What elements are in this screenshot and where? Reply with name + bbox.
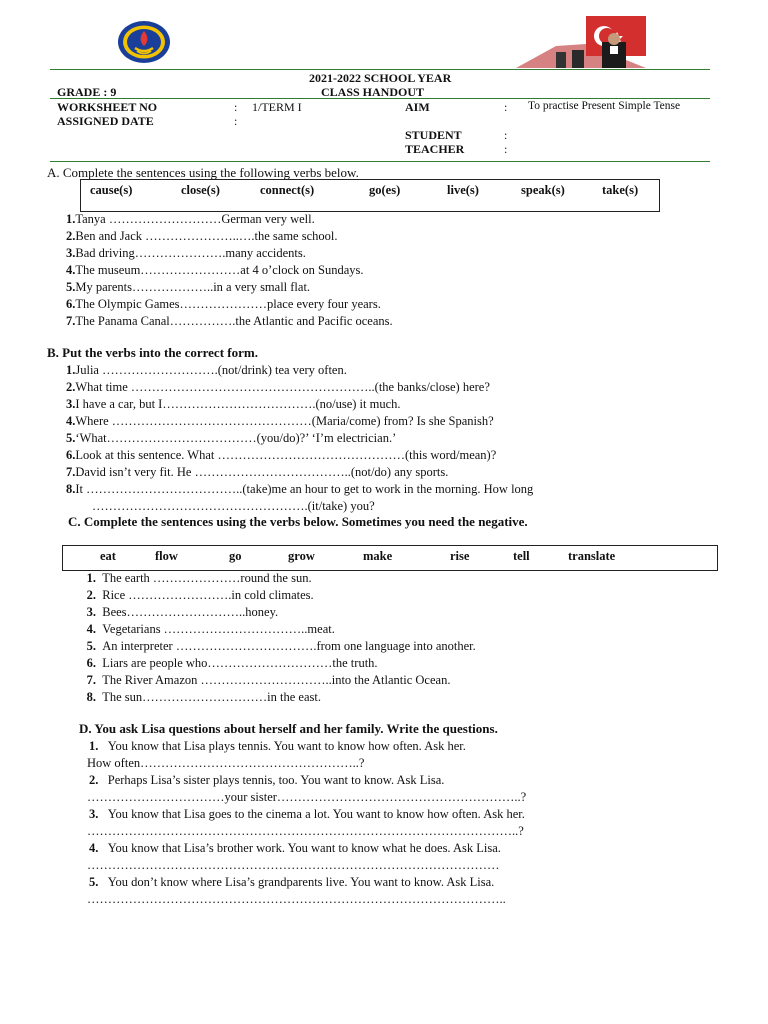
verb-word: make xyxy=(363,549,393,563)
list-item: 1. The earth …………………round the sun. xyxy=(86,571,312,585)
answer-line: How often……………………………………………..? xyxy=(87,756,365,770)
section-b-title: B. Put the verbs into the correct form. xyxy=(47,345,258,360)
list-item: 8.It ………………………………..(take)me an hour to get to work in the morning. How long xyxy=(66,482,534,496)
list-item: 3. You know that Lisa goes to the cinema a lot. You want to know how often. Ask her. xyxy=(89,807,525,821)
section-d-list xyxy=(87,738,526,908)
verb-word: rise xyxy=(450,549,470,563)
section-b-list xyxy=(66,362,533,515)
list-item: 2.What time …………………………………………………..(the banks/close) here? xyxy=(66,380,490,394)
worksheet-label: WORKSHEET NO xyxy=(57,100,158,114)
list-item: 2. Perhaps Lisa’s sister plays tennis, too. You want to know. Ask Lisa. xyxy=(89,773,445,787)
list-item: 4. You know that Lisa’s brother work. You want to know what he does. Ask Lisa. xyxy=(89,841,501,855)
list-item-continuation: …………………………………………….(it/take) you? xyxy=(92,499,375,513)
list-item: 3.Bad driving………………….many accidents. xyxy=(66,246,306,260)
list-item: 6.The Olympic Games…………………place every four years. xyxy=(66,297,381,311)
list-item: 5. An interpreter …………………………….from one language into another. xyxy=(86,639,476,653)
colon: : xyxy=(504,100,508,114)
school-year: 2021-2022 SCHOOL YEAR xyxy=(309,71,452,85)
list-item: 3.I have a car, but I……………………………….(no/use) it much. xyxy=(66,397,401,411)
colon: : xyxy=(504,142,508,156)
colon: : xyxy=(234,114,238,128)
colon: : xyxy=(504,128,508,142)
list-item: 5. You don’t know where Lisa’s grandparents live. You want to know. Ask Lisa. xyxy=(89,875,495,889)
list-item: 7.The Panama Canal…………….the Atlantic and Pacific oceans. xyxy=(66,314,393,328)
colon: : xyxy=(234,100,238,114)
list-item: 3. Bees………………………..honey. xyxy=(86,605,279,619)
verb-word: eat xyxy=(100,549,116,563)
list-item: 7. The River Amazon …………………………..into the Atlantic Ocean. xyxy=(86,673,451,687)
list-item: 4.The museum……………………at 4 o’clock on Sundays. xyxy=(66,263,364,277)
section-a-list xyxy=(66,211,393,330)
verb-word: close(s) xyxy=(181,183,220,197)
school-logo xyxy=(117,20,171,64)
list-item: 2.Ben and Jack …………………..….the same school. xyxy=(66,229,338,243)
verb-word: go(es) xyxy=(369,183,401,197)
aim-label: AIM xyxy=(405,100,430,114)
list-item: 5.‘What………………………………(you/do)?’ ‘I’m electrician.’ xyxy=(66,431,397,445)
verb-word: go xyxy=(229,549,242,563)
list-item: 2. Rice …………………….in cold climates. xyxy=(86,588,314,602)
list-item: 6. Liars are people who…………………………the truth. xyxy=(86,656,378,670)
verb-word: tell xyxy=(513,549,530,563)
section-c-list xyxy=(76,570,476,706)
verb-word: translate xyxy=(568,549,616,563)
verb-word: connect(s) xyxy=(260,183,315,197)
assigned-date-label: ASSIGNED DATE xyxy=(57,114,154,128)
aim-value: To practise Present Simple Tense xyxy=(528,100,681,112)
answer-line: ……………………………your sister…………………………………………………..? xyxy=(87,790,527,804)
header-top-rule xyxy=(50,69,710,70)
verb-word: cause(s) xyxy=(90,183,133,197)
header-mid-rule xyxy=(50,98,710,99)
section-a-title: A. Complete the sentences using the following verbs below. xyxy=(47,165,359,180)
verb-word: live(s) xyxy=(447,183,479,197)
teacher-label: TEACHER xyxy=(405,142,465,156)
grade-label: GRADE : 9 xyxy=(57,85,117,99)
section-a-verb-box xyxy=(80,179,660,212)
answer-line: ……………………………………………………………………………………….. xyxy=(87,892,506,906)
list-item: 1.Julia ……………………….(not/drink) tea very often. xyxy=(66,363,347,377)
section-c-verb-box xyxy=(62,545,718,571)
verb-word: grow xyxy=(288,549,315,563)
section-c-title: C. Complete the sentences using the verbs below. Sometimes you need the negative. xyxy=(68,514,528,529)
flag-photo xyxy=(516,16,646,68)
list-item: 4.Where …………………………………………(Maria/come) from? Is she Spanish? xyxy=(66,414,494,428)
list-item: 4. Vegetarians ……………………………..meat. xyxy=(86,622,335,636)
list-item: 6.Look at this sentence. What ………………………………………(this word/mean)? xyxy=(66,448,497,462)
list-item: 1. You know that Lisa plays tennis. You want to know how often. Ask her. xyxy=(89,739,466,753)
verb-word: flow xyxy=(155,549,178,563)
list-item: 5.My parents………………..in a very small flat. xyxy=(66,280,311,294)
worksheet-value: 1/TERM I xyxy=(252,100,302,114)
section-d-title: D. You ask Lisa questions about herself and her family. Write the questions. xyxy=(79,721,498,736)
list-item: 1.Tanya ………………………German very well. xyxy=(66,212,315,226)
student-label: STUDENT xyxy=(405,128,462,142)
list-item: 7.David isn’t very fit. He ………………………………..(not/do) any sports. xyxy=(66,465,449,479)
answer-line: …………………………………………………………………………………………..? xyxy=(87,824,524,838)
header-bottom-rule xyxy=(50,161,710,162)
list-item: 8. The sun…………………………in the east. xyxy=(86,690,321,704)
verb-word: speak(s) xyxy=(521,183,565,197)
verb-word: take(s) xyxy=(602,183,639,197)
answer-line: ……………………………………………………………………………………… xyxy=(87,858,500,872)
handout-title: CLASS HANDOUT xyxy=(321,85,425,99)
